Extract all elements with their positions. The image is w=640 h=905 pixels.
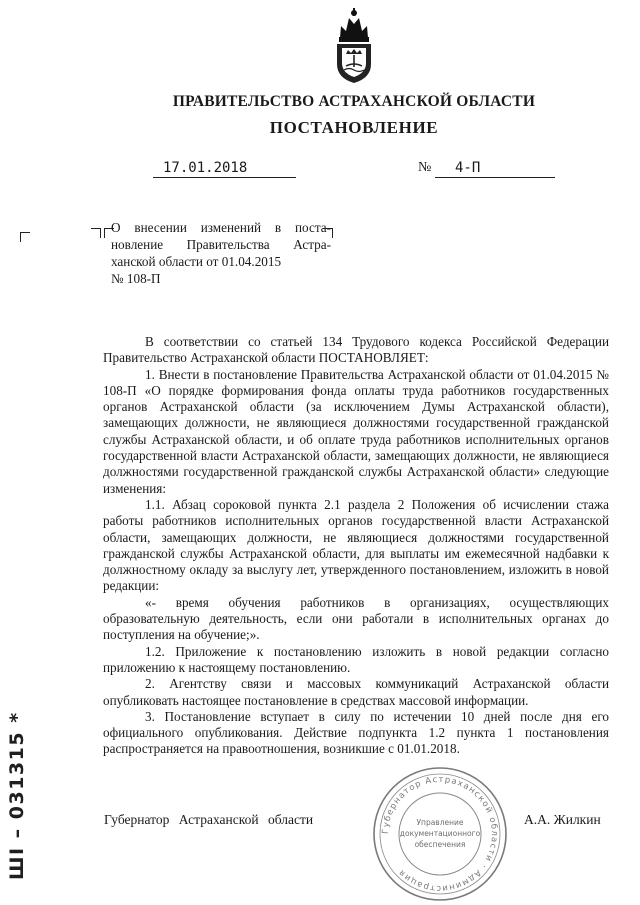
document-number: 4-П xyxy=(435,160,555,178)
stamp-center-line: Управление xyxy=(416,818,464,827)
subject-line: новление Правительства Астра- xyxy=(111,237,331,252)
coat-of-arms-icon xyxy=(329,6,379,84)
body-paragraph: 1.1. Абзац сороковой пункта 2.1 раздела 2 Положения об исчислении стажа работы работников исполнительных органов государственной власти Астраханской области, замещающих должности, не являющиеся должностями государственной гражданской службы Астраханской области, для выплаты им ежемесячной надбавки к должностному окладу за выслугу лет, утвержденного постановлением, изложить в новой редакции: xyxy=(103,496,609,594)
side-serial-number: ШI – 031315 * xyxy=(6,711,28,880)
document-subject xyxy=(111,219,331,287)
document-body xyxy=(103,334,609,758)
signatory-position: Губернатор Астраханской области xyxy=(104,812,314,827)
stamp-center-line: документационного xyxy=(399,829,481,838)
body-paragraph: «- время обучения работников в организациях, осуществляющих образовательную деятельность, если они работали в исполнительных органах до поступления на обучение;». xyxy=(103,594,609,643)
subject-line: ханской области от 01.04.2015 xyxy=(111,254,282,269)
body-paragraph: В соответствии со статьей 134 Трудового кодекса Российской Федерации Правительство Астраханской области ПОСТАНОВЛЯЕТ: xyxy=(103,334,609,366)
official-stamp-icon xyxy=(370,764,510,904)
signatory-name: А.А. Жилкин xyxy=(524,812,601,827)
corner-mark xyxy=(91,228,101,238)
corner-mark xyxy=(20,232,30,242)
government-title: ПРАВИТЕЛЬСТВО АСТРАХАНСКОЙ ОБЛАСТИ xyxy=(172,93,536,110)
stamp-center-line: обеспечения xyxy=(414,840,466,849)
subject-line: О внесении изменений в поста- xyxy=(111,220,331,235)
document-date: 17.01.2018 xyxy=(153,160,296,178)
body-paragraph: 2. Агентству связи и массовых коммуникаций Астраханской области опубликовать настоящее постановление в средствах массовой информации. xyxy=(103,676,609,708)
number-label: № xyxy=(418,160,432,175)
stamp-ring-text: Губернатор Астраханской области · Администрация xyxy=(380,774,500,894)
body-paragraph: 1.2. Приложение к постановлению изложить в новой редакции согласно приложению к настоящему постановлению. xyxy=(103,643,609,675)
body-paragraph: 1. Внести в постановление Правительства Астраханской области от 01.04.2015 № 108-П «О порядке формирования фонда оплаты труда работников государственных органов Астраханской области (за исключением Думы Астраханской области), замещающих должности, не являющиеся должностями государственной гражданской службы Астраханской области, и об оплате труда работников исполнительных органов государственной власти Астраханской области, замещающих должности, не являющиеся должностями государственной гражданской службы Астраханской области» следующие изменения: xyxy=(103,366,609,496)
body-paragraph: 3. Постановление вступает в силу по истечении 10 дней после дня его официального опубликования. Действие подпункта 1.2 пункта 1 постановления распространяется на правоотношения, возникшие с 01.01.2018. xyxy=(103,708,609,757)
subject-line: № 108-П xyxy=(111,271,161,286)
document-type: ПОСТАНОВЛЕНИЕ xyxy=(269,118,439,137)
